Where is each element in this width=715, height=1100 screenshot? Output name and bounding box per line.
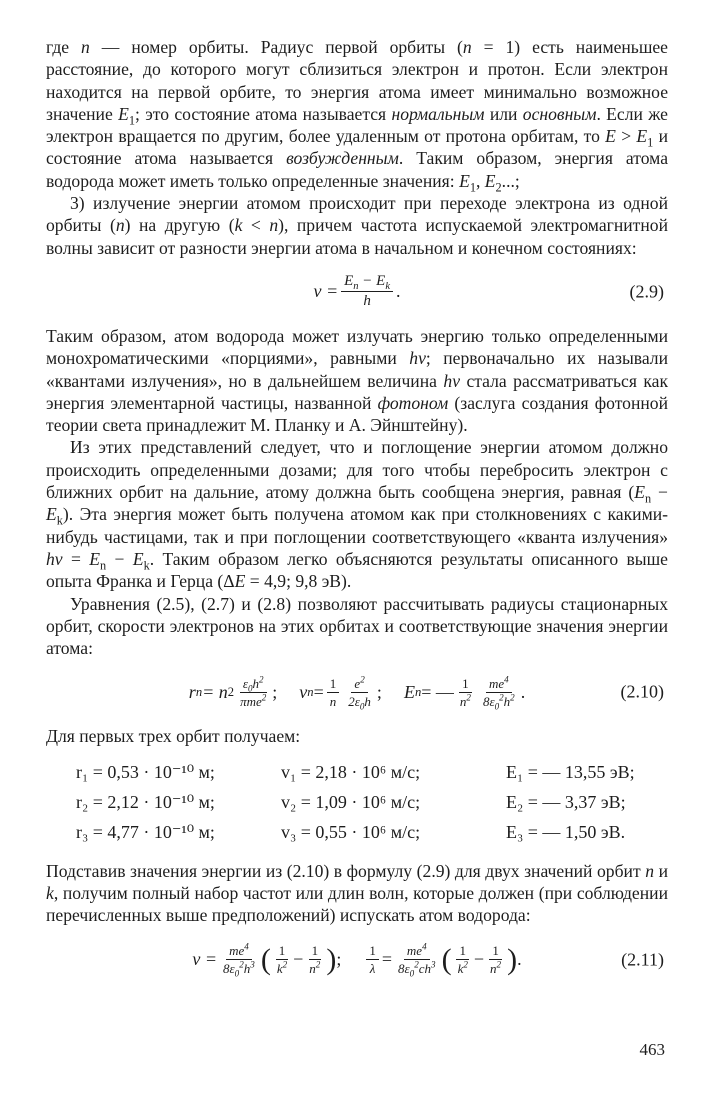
fraction-numerator: 1 — [327, 676, 340, 693]
eq-lhs-v: v — [299, 681, 308, 702]
value-velocity: v₃ = 0,55 · 10⁶ м/с; — [281, 822, 421, 843]
equation-2-9: ν = $\frac{E_n - E_k}{h}$ . (2.9) — [313, 273, 664, 310]
eq-lhs-r: r — [188, 681, 196, 702]
page-number: 463 — [639, 1040, 665, 1059]
eq-term: n — [459, 693, 467, 709]
symbol-n: n — [115, 215, 125, 236]
fraction-denominator: n — [329, 693, 337, 709]
symbol-E: E — [46, 504, 57, 525]
text-run: ; первоначально их называли «квантами излучения», но в дальнейшем величина — [46, 348, 668, 391]
subscript: k — [56, 513, 63, 528]
text-run: . Если же электрон вращается по другим, более удаленным от протона орбитам, то — [46, 103, 668, 147]
paragraph-absorption — [46, 436, 668, 592]
fraction-denominator: $n^2$ — [459, 692, 471, 709]
value-velocity: v₁ = 2,18 · 10⁶ м/с; — [281, 762, 421, 783]
symbol-k: k — [46, 883, 54, 904]
orbit-values-row — [46, 758, 668, 788]
fraction-numerator: $me^4$ — [404, 943, 430, 960]
fraction-denominator: πme$^2$ — [240, 692, 267, 709]
subscript: n — [645, 491, 652, 506]
subscript: 1 — [647, 135, 654, 150]
symbol-n: n — [462, 37, 472, 57]
eq-term: e — [354, 675, 361, 691]
symbol-E: E — [484, 170, 496, 191]
fraction-denominator: h — [363, 293, 371, 310]
fraction-denominator: $8\varepsilon_0^2h^2$ — [482, 692, 515, 712]
value-radius: r₂ = 2,12 · 10⁻¹⁰ м; — [76, 792, 215, 813]
symbol-n: n — [269, 215, 279, 236]
text-run: стала рассматриваться как энергия элементарной частицы, названной — [46, 370, 668, 413]
paragraph-orbit-definition — [46, 36, 668, 195]
symbol-n: n — [81, 37, 90, 57]
fraction — [341, 273, 393, 310]
orbit-values-row — [46, 788, 668, 818]
eq-term: me — [488, 675, 505, 691]
eq-term: 8ε — [482, 693, 495, 709]
text-run: и — [654, 860, 668, 881]
value-radius: r₁ = 0,53 · 10⁻¹⁰ м; — [76, 762, 215, 783]
text-run: ), причем частота испускаемой электромагнитной волны зависит от разности энергии атома в начальном и конечном состояниях: — [46, 215, 668, 258]
fraction: $\frac{1}{k^2}$ — [457, 943, 468, 977]
paragraph-emission-rule — [46, 192, 668, 259]
eq-term: ε — [242, 675, 248, 691]
text-run: > — [615, 126, 637, 147]
eq-term: = n — [202, 681, 228, 702]
subscript: 1 — [128, 113, 136, 128]
text-run: ) на другую ( — [124, 215, 235, 236]
subscript: 1 — [469, 180, 476, 195]
symbol-hv: hν — [443, 370, 460, 391]
symbol-hv: hν — [46, 548, 63, 569]
subscript: k — [143, 558, 150, 573]
text-run: 3) излучение энергии атомом происходит при переходе электрона из одной орбиты ( — [46, 193, 668, 236]
fraction-numerator: 1 — [366, 943, 379, 960]
orbit-values-table — [46, 758, 668, 848]
value-radius: r₃ = 4,77 · 10⁻¹⁰ м; — [76, 822, 215, 843]
fraction — [480, 674, 518, 712]
eq-term: E — [344, 273, 354, 290]
text-run: Подставив значения энергии из (2.10) в формулу (2.9) для двух значений орбит — [46, 860, 646, 881]
equation-number: (2.10) — [620, 681, 664, 702]
value-energy: E₂ = — 3,37 эВ; — [506, 792, 626, 813]
eq-term: 8ε — [223, 961, 235, 977]
fraction — [237, 676, 269, 709]
symbol-hv: hν — [409, 348, 426, 369]
text-run: − — [651, 482, 668, 503]
subscript: n — [100, 558, 107, 573]
value-energy: E₃ = — 1,50 эВ. — [506, 822, 626, 843]
symbol-E: E — [636, 126, 648, 147]
symbol-k: k — [234, 215, 243, 236]
fraction-denominator: $8\varepsilon_0^2h^3$ — [223, 959, 255, 979]
text-run: . Таким образом, энергия атома водорода может иметь только определенные значения: — [46, 148, 668, 191]
text-run: , — [475, 170, 485, 191]
emphasis-normal: нормальным — [391, 103, 485, 124]
fraction — [395, 941, 439, 979]
symbol-E: E — [234, 571, 246, 592]
symbol-E: E — [459, 170, 470, 191]
equation-number: (2.11) — [621, 949, 664, 970]
text-run: Из этих представлений следует, что и поглощение энергии атомом должно происходить определенными дозами; для того чтобы перебросить электрон с ближних орбит на дальние, атому должна быть сообщена энергия, равная ( — [46, 437, 668, 503]
fraction-numerator: $E_n - E_k$ — [341, 273, 393, 292]
eq-term: 2ε — [348, 693, 360, 709]
fraction: $\frac{1}{n^2}$ — [490, 943, 502, 977]
eq-term: me — [229, 943, 245, 959]
paragraph-spectrum — [46, 860, 668, 927]
text-run: = 4,9; 9,8 эВ). — [245, 571, 352, 592]
symbol-E: E — [132, 548, 144, 569]
value-energy: E₁ = — 13,55 эВ; — [506, 762, 635, 783]
fraction-numerator: $e^2$ — [351, 676, 367, 693]
fraction-numerator: 1 — [459, 676, 472, 693]
fraction: $\frac{1}{k^2}$ — [276, 943, 288, 977]
text-run: − — [106, 548, 133, 569]
equation-2-10: r n = n 2 $\frac{\varepsilon_0h^2}{\pi me^2}$ ; v n = $\frac{1}{n}$ $\frac{e^2}{2\varepsilon_0h}$ ; E n = — $\frac{1}{n^2}$ $\frac{me^4}{8\varepsilon_0^2h^2}$ . (2.10) — [188, 674, 664, 712]
symbol-E: E — [118, 103, 129, 124]
fraction — [457, 676, 474, 709]
text-run: ; это состояние атома называется — [135, 103, 392, 124]
fraction-denominator: $2\varepsilon_0h$ — [348, 693, 371, 712]
equation-number: (2.9) — [629, 281, 664, 302]
eq-lhs: ν = — [192, 949, 218, 970]
fraction — [327, 676, 340, 709]
text-run: и состояние атома называется — [46, 126, 668, 169]
fraction-numerator: $me^4$ — [226, 943, 252, 960]
symbol-E: E — [634, 482, 645, 503]
paragraph-first-three-orbits: Для первых трех орбит получаем: — [46, 726, 301, 747]
text-run: < — [242, 215, 270, 236]
eq-term: πme — [240, 693, 262, 709]
emphasis-ground: основным — [522, 103, 597, 124]
orbit-values-row — [46, 818, 668, 848]
eq-lhs-E: E — [403, 681, 415, 702]
fraction-denominator: λ — [369, 961, 376, 977]
paragraph-photon — [46, 325, 668, 436]
text-run: ). Эта энергия может быть получена атомом как при столкновениях с какими-нибудь частицами, так и при поглощении соответствующего «кванта излучения» — [46, 504, 668, 547]
symbol-n: n — [645, 860, 655, 881]
page-body — [46, 36, 668, 993]
symbol-E: E — [89, 548, 101, 569]
eq-lhs: ν = — [313, 281, 339, 302]
text-run: или — [484, 103, 523, 124]
fraction: $\frac{1}{n^2}$ — [309, 943, 321, 977]
emphasis-excited: возбужденным — [286, 148, 399, 169]
text-run: , получим полный набор частот или длин волн, которые должен (при соблюдении перечисленных выше предположений) испускать атом водорода: — [46, 883, 668, 926]
eq-term: E — [376, 273, 386, 290]
text-run: (заслуга создания фотонной теории света принадлежит М. Планку и А. Эйнштейну). — [46, 392, 668, 436]
text-run: = — [62, 548, 90, 569]
subscript: 2 — [495, 180, 502, 195]
text-run: — номер орбиты. Радиус первой орбиты ( — [89, 37, 463, 57]
eq-term: 8ε — [398, 961, 410, 977]
fraction — [366, 943, 379, 976]
text-run: где — [46, 37, 82, 57]
text-run: Таким образом, атом водорода может излучать энергию только определенными монохроматическими «порциями», равными — [46, 325, 668, 369]
symbol-E: E — [605, 126, 616, 147]
eq-term: me — [406, 943, 423, 959]
fraction — [345, 674, 374, 712]
text-run: . Таким образом легко объясняются результаты описанного выше опыта Франка и Герца (Δ — [46, 548, 668, 592]
text-run: = 1) есть наименьшее расстояние, до которого могут сблизиться электрон и протон. Если электрон находится на первой орбите, то энергия атома имеет минимально возможное значение — [46, 37, 668, 124]
emphasis-photon: фотоном — [377, 392, 449, 413]
paragraph-equations-intro: Уравнения (2.5), (2.7) и (2.8) позволяют рассчитывать радиусы стационарных орбит, скорости электронов на этих орбитах и соответствующие значения энергии атома: — [46, 593, 668, 659]
fraction-denominator: $8\varepsilon_0^2ch^3$ — [398, 959, 436, 979]
fraction-numerator: $me^4$ — [486, 676, 512, 693]
value-velocity: v₂ = 1,09 · 10⁶ м/с; — [281, 792, 421, 813]
fraction-numerator: $\varepsilon_0h^2$ — [240, 676, 267, 693]
fraction — [220, 941, 258, 979]
text-run: ...; — [501, 170, 520, 191]
equation-2-11: ν = $\frac{me^4}{8\varepsilon_0^2h^3}$ ( $\frac{1}{k^2}$ − $\frac{1}{n^2}$ ) ; $\frac{1}{\lambda}$ = $\frac{me^4}{8\varepsilon_0^2ch^3}$ ( $\frac{1}{k^2}$ − $\frac{1}{n^2}$ ) . (2.11) — [192, 941, 664, 979]
